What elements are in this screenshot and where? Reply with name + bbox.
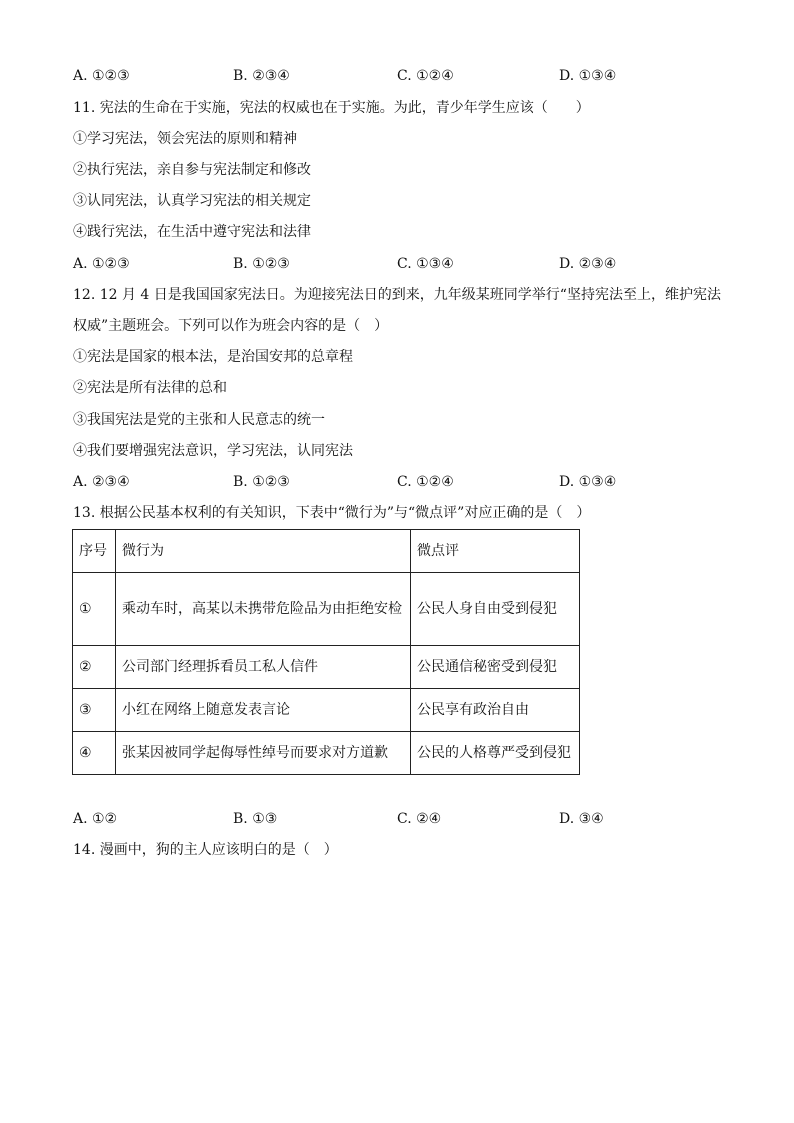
table-row	[73, 573, 580, 646]
q13-option-a: A. ①②	[73, 811, 118, 827]
q12-item-3: ③我国宪法是党的主张和人民意志的统一	[73, 412, 325, 428]
header-behavior: 微行为	[116, 530, 411, 573]
q11-option-a: A. ①②③	[73, 256, 130, 272]
q12-item-1: ①宪法是国家的根本法，是治国安邦的总章程	[73, 349, 353, 365]
row-behavior: 公司部门经理拆看员工私人信件	[116, 646, 411, 689]
row-comment: 公民的人格尊严受到侵犯	[411, 732, 580, 775]
q12-stem-line2: 权威”主题班会。下列可以作为班会内容的是（ ）	[73, 318, 389, 334]
q11-item-3: ③认同宪法，认真学习宪法的相关规定	[73, 193, 311, 209]
q12-option-b: B. ①②③	[233, 474, 290, 490]
q10-option-b: B. ②③④	[233, 68, 290, 84]
q12-item-4: ④我们要增强宪法意识，学习宪法，认同宪法	[73, 443, 353, 459]
q10-options	[73, 66, 633, 86]
q12-item-2: ②宪法是所有法律的总和	[73, 380, 227, 396]
q12-option-a: A. ②③④	[73, 474, 130, 490]
table-row	[73, 732, 580, 775]
q14-stem: 14. 漫画中，狗的主人应该明白的是（ ）	[73, 842, 338, 858]
header-number: 序号	[73, 530, 116, 573]
q10-option-c: C. ①②④	[397, 68, 454, 84]
q10-option-d: D. ①③④	[559, 68, 617, 84]
row-behavior: 小红在网络上随意发表言论	[116, 689, 411, 732]
q13-options	[73, 809, 633, 829]
row-number: ③	[73, 689, 116, 732]
q12-option-c: C. ①②④	[397, 474, 454, 490]
row-comment: 公民通信秘密受到侵犯	[411, 646, 580, 689]
q13-table	[72, 529, 580, 775]
q11-option-d: D. ②③④	[559, 256, 617, 272]
q13-option-b: B. ①③	[233, 811, 278, 827]
q11-option-b: B. ①②③	[233, 256, 290, 272]
q11-stem: 11. 宪法的生命在于实施，宪法的权威也在于实施。为此，青少年学生应该（ ）	[73, 100, 590, 116]
row-comment: 公民享有政治自由	[411, 689, 580, 732]
table-row	[73, 646, 580, 689]
q13-stem: 13. 根据公民基本权利的有关知识，下表中“微行为”与“微点评”对应正确的是（ ）	[73, 505, 591, 521]
row-number: ②	[73, 646, 116, 689]
row-behavior: 乘动车时，高某以未携带危险品为由拒绝安检	[116, 573, 411, 646]
q12-option-d: D. ①③④	[559, 474, 617, 490]
q12-stem-line1: 12. 12 月 4 日是我国国家宪法日。为迎接宪法日的到来，九年级某班同学举行“坚持宪法至上，维护宪法	[73, 287, 721, 303]
q10-option-a: A. ①②③	[73, 68, 130, 84]
table-row	[73, 689, 580, 732]
q11-option-c: C. ①③④	[397, 256, 454, 272]
row-number: ④	[73, 732, 116, 775]
header-comment: 微点评	[411, 530, 580, 573]
q12-options	[73, 472, 633, 492]
q11-options	[73, 254, 633, 274]
q11-item-4: ④践行宪法，在生活中遵守宪法和法律	[73, 224, 311, 240]
row-comment: 公民人身自由受到侵犯	[411, 573, 580, 646]
q13-option-c: C. ②④	[397, 811, 442, 827]
q11-item-2: ②执行宪法，亲自参与宪法制定和修改	[73, 162, 311, 178]
q11-item-1: ①学习宪法，领会宪法的原则和精神	[73, 131, 297, 147]
q13-option-d: D. ③④	[559, 811, 604, 827]
table-header-row	[73, 530, 580, 573]
row-number: ①	[73, 573, 116, 646]
row-behavior: 张某因被同学起侮辱性绰号而要求对方道歉	[116, 732, 411, 775]
